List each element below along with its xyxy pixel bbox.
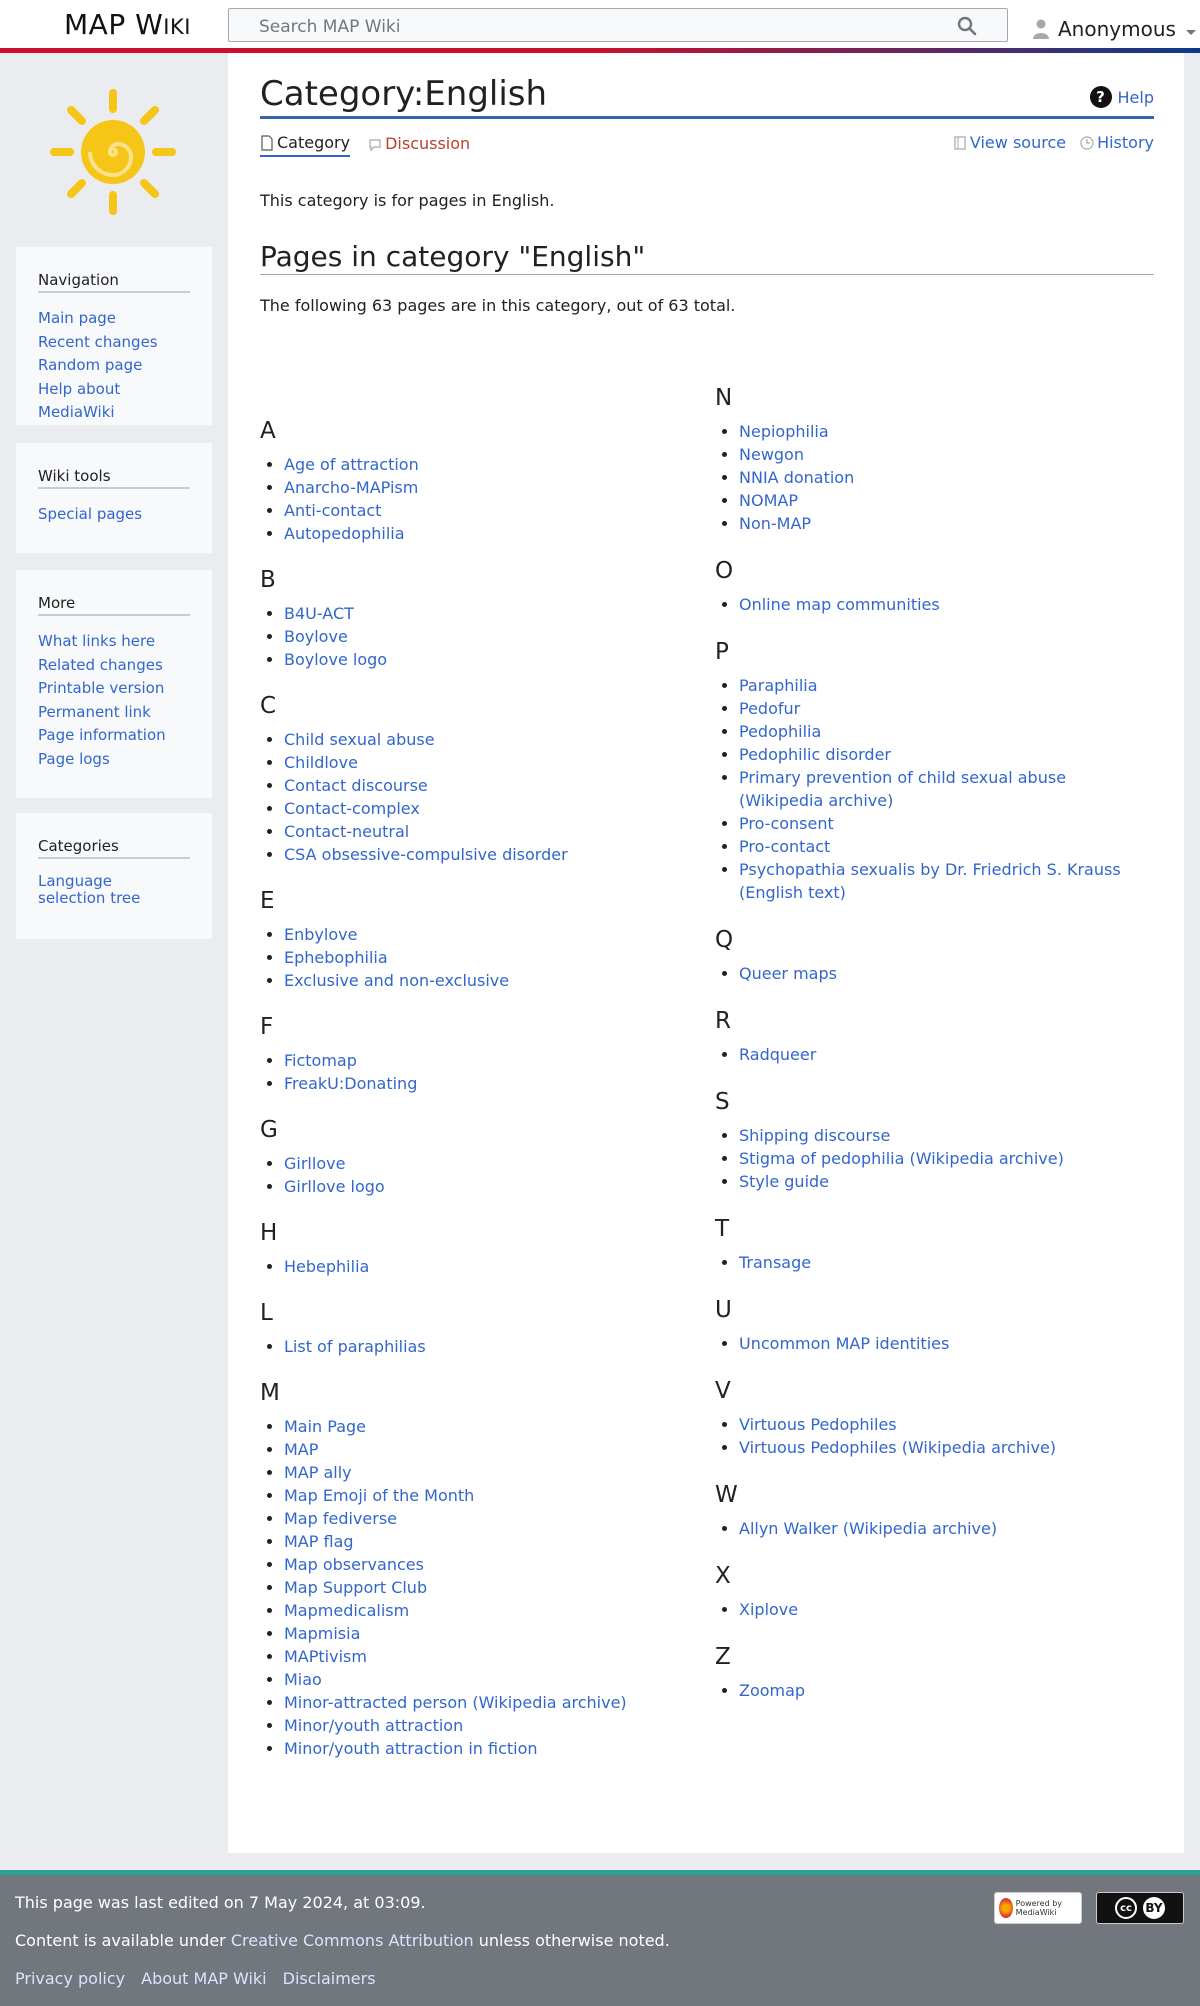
category-group	[260, 886, 700, 992]
list-item	[284, 1438, 700, 1461]
category-group	[260, 1012, 700, 1095]
group-letter: U	[715, 1297, 732, 1323]
category-page-link[interactable]: Map fediverse	[284, 1509, 397, 1528]
category-page-link[interactable]: Exclusive and non-exclusive	[284, 971, 510, 990]
license-link[interactable]: Creative Commons Attribution	[230, 1931, 474, 1950]
list-item	[284, 969, 700, 992]
list-item	[284, 648, 700, 671]
category-page-link[interactable]: Child sexual abuse	[284, 730, 435, 749]
cc-icon: cc	[1115, 1897, 1137, 1919]
list-item	[284, 1553, 700, 1576]
wordmark-main: MAP W	[64, 8, 164, 41]
group-list	[260, 1152, 700, 1198]
group-list	[715, 1517, 1145, 1540]
category-page-link[interactable]: Boylove	[284, 627, 348, 646]
category-page-link[interactable]: Map observances	[284, 1555, 424, 1574]
category-group	[260, 691, 700, 866]
group-list	[715, 1043, 1145, 1066]
category-description: This category is for pages in English.	[260, 191, 555, 210]
category-page-link[interactable]: List of paraphilias	[284, 1337, 426, 1356]
list-item	[284, 1152, 700, 1175]
category-group	[260, 1298, 700, 1358]
category-page-link[interactable]: Queer maps	[739, 964, 837, 983]
list-item	[284, 1599, 700, 1622]
category-page-link[interactable]: Style guide	[739, 1172, 830, 1191]
help-link[interactable]	[1090, 86, 1154, 108]
category-group	[715, 637, 1145, 904]
main-content	[228, 53, 1184, 1853]
cc-by-badge[interactable]	[1096, 1892, 1184, 1924]
footer-links	[15, 1969, 376, 1988]
category-page-link[interactable]: FreakU:Donating	[284, 1074, 418, 1093]
category-page-link[interactable]: Xiplove	[739, 1600, 799, 1619]
group-list	[715, 674, 1145, 904]
clock-icon	[1080, 135, 1094, 151]
group-letter: E	[260, 888, 275, 914]
category-group	[260, 1115, 700, 1198]
list-item	[284, 1484, 700, 1507]
nav-help-mediawiki[interactable]: Help about MediaWiki	[38, 379, 121, 421]
category-group	[260, 1378, 700, 1760]
list-item	[739, 697, 1145, 720]
category-page-link[interactable]: Contact-complex	[284, 799, 420, 818]
category-page-link[interactable]: Boylove logo	[284, 650, 388, 669]
list-item	[284, 728, 700, 751]
group-list	[715, 1413, 1145, 1459]
group-letter: C	[260, 693, 277, 719]
group-list	[715, 1124, 1145, 1193]
list-item	[739, 1147, 1145, 1170]
pages-count: The following 63 pages are in this category, out of 63 total.	[260, 296, 736, 315]
list-item	[739, 1413, 1145, 1436]
group-list	[715, 593, 1145, 616]
group-letter: S	[715, 1089, 730, 1115]
category-page-link[interactable]: CSA obsessive-compulsive disorder	[284, 845, 568, 864]
footer-about[interactable]: About MAP Wiki	[141, 1969, 267, 1988]
list-item	[739, 835, 1145, 858]
group-list	[715, 962, 1145, 985]
category-page-link[interactable]: Pedophilia	[739, 722, 822, 741]
list-item	[284, 1175, 700, 1198]
more-permanent-link[interactable]: Permanent link	[38, 702, 151, 721]
category-page-link[interactable]: Mapmedicalism	[284, 1601, 410, 1620]
mediawiki-flower-icon	[999, 1898, 1013, 1918]
category-page-link[interactable]: Transage	[739, 1253, 812, 1272]
more-what-links-here[interactable]: What links here	[38, 632, 156, 650]
category-page-link[interactable]: Online map communities	[739, 595, 940, 614]
nav-main-page[interactable]: Main page	[38, 309, 117, 327]
search-input[interactable]	[257, 16, 917, 38]
list-item	[284, 1530, 700, 1553]
license-suffix: unless otherwise noted.	[473, 1931, 670, 1950]
category-page-link[interactable]: Radqueer	[739, 1045, 817, 1064]
tab-discussion[interactable]	[368, 133, 470, 157]
category-page-link[interactable]: MAP ally	[284, 1463, 352, 1482]
categories-heading: Categories	[38, 837, 190, 859]
category-page-link[interactable]: Stigma of pedophilia (Wikipedia archive)	[739, 1149, 1064, 1168]
portlet-wiki-tools	[16, 443, 212, 553]
list-item	[284, 1255, 700, 1278]
category-group	[715, 925, 1145, 985]
group-letter: V	[715, 1378, 731, 1404]
category-page-link[interactable]: Autopedophilia	[284, 524, 405, 543]
group-list	[715, 1679, 1145, 1702]
category-group	[260, 565, 700, 671]
category-page-link[interactable]: Girllove logo	[284, 1177, 385, 1196]
group-letter: T	[715, 1216, 730, 1242]
category-page-link[interactable]: Map Emoji of the Month	[284, 1486, 475, 1505]
category-page-link[interactable]: Allyn Walker (Wikipedia archive)	[739, 1519, 998, 1538]
list-item	[284, 522, 700, 545]
category-page-link[interactable]: Pedophilic disorder	[739, 745, 891, 764]
list-item	[739, 466, 1145, 489]
list-item	[284, 1049, 700, 1072]
portlet-navigation	[16, 247, 212, 425]
view-tabs	[953, 133, 1154, 155]
group-letter: W	[715, 1482, 738, 1508]
group-list	[260, 1335, 700, 1358]
list-item	[284, 625, 700, 648]
category-page-link[interactable]: Contact discourse	[284, 776, 428, 795]
category-page-link[interactable]: Non-MAP	[739, 514, 812, 533]
category-group	[715, 1214, 1145, 1274]
user-name: Anonymous	[1058, 17, 1176, 41]
group-letter: L	[260, 1300, 273, 1326]
category-page-link[interactable]: Zoomap	[739, 1681, 806, 1700]
nav-random-page[interactable]: Random page	[38, 356, 143, 374]
last-edited-text: This page was last edited on 7 May 2024, at 03:09.	[15, 1893, 426, 1912]
category-group	[715, 1561, 1145, 1621]
category-page-link[interactable]: Hebephilia	[284, 1257, 370, 1276]
site-footer	[0, 1875, 1200, 2006]
list-item	[284, 1691, 700, 1714]
group-letter: Q	[715, 927, 734, 953]
search-box	[228, 8, 1008, 42]
category-group	[715, 383, 1145, 535]
category-group	[715, 1480, 1145, 1540]
group-list	[260, 453, 700, 545]
navigation-heading: Navigation	[38, 271, 190, 293]
category-page-link[interactable]: Contact-neutral	[284, 822, 410, 841]
category-page-link[interactable]: NNIA donation	[739, 468, 855, 487]
list-item	[739, 593, 1145, 616]
category-page-link[interactable]: MAP flag	[284, 1532, 354, 1551]
tab-view-source-label: View source	[969, 133, 1067, 152]
list-item	[284, 923, 700, 946]
page-title: Category:English	[260, 73, 1154, 119]
list-item	[739, 1679, 1145, 1702]
list-item	[739, 720, 1145, 743]
list-item	[284, 946, 700, 969]
category-page-link[interactable]: Newgon	[739, 445, 804, 464]
list-item	[284, 602, 700, 625]
category-page-link[interactable]: Childlove	[284, 753, 358, 772]
category-page-link[interactable]: MAPtivism	[284, 1647, 367, 1666]
category-page-link[interactable]: Paraphilia	[739, 676, 818, 695]
group-letter: G	[260, 1117, 278, 1143]
category-page-link[interactable]: Uncommon MAP identities	[739, 1334, 950, 1353]
tab-category-label: Category	[277, 133, 351, 152]
help-icon: ?	[1090, 86, 1112, 108]
list-item	[739, 512, 1145, 535]
list-item	[739, 1517, 1145, 1540]
namespace-tabs	[260, 133, 470, 157]
list-item	[284, 797, 700, 820]
wiki-tools-heading: Wiki tools	[38, 467, 190, 489]
tab-category[interactable]	[260, 133, 350, 157]
category-page-link[interactable]: Anti-contact	[284, 501, 382, 520]
category-group	[260, 416, 700, 545]
code-icon	[953, 135, 967, 151]
category-page-link[interactable]: Enbylove	[284, 925, 358, 944]
list-item	[284, 1645, 700, 1668]
group-list	[260, 602, 700, 671]
category-page-link[interactable]: Virtuous Pedophiles (Wikipedia archive)	[739, 1438, 1057, 1457]
category-page-link[interactable]: Girllove	[284, 1154, 346, 1173]
category-group	[715, 556, 1145, 616]
list-item	[739, 743, 1145, 766]
category-page-link[interactable]: Anarcho-MAPism	[284, 478, 419, 497]
user-icon	[1032, 19, 1050, 39]
group-letter: P	[715, 639, 729, 665]
group-letter: X	[715, 1563, 731, 1589]
list-item	[284, 1507, 700, 1530]
pages-heading: Pages in category "English"	[260, 239, 1154, 275]
category-page-link[interactable]: Nepiophilia	[739, 422, 829, 441]
portlet-more	[16, 570, 212, 798]
list-item	[284, 1461, 700, 1484]
category-language-selection-tree[interactable]: Language selection tree	[38, 872, 141, 907]
list-item	[739, 812, 1145, 835]
category-page-link[interactable]: MAP	[284, 1440, 319, 1459]
group-list	[715, 420, 1145, 535]
category-column-right	[715, 323, 1145, 1702]
more-related-changes[interactable]: Related changes	[38, 655, 163, 674]
footer-disclaimers[interactable]: Disclaimers	[282, 1969, 376, 1988]
site-wordmark[interactable]	[64, 8, 191, 41]
list-item	[284, 751, 700, 774]
category-page-link[interactable]: Age of attraction	[284, 455, 419, 474]
category-page-link[interactable]: B4U-ACT	[284, 604, 354, 623]
more-printable-version[interactable]: Printable version	[38, 679, 165, 697]
group-letter: O	[715, 558, 734, 584]
portlet-categories	[16, 813, 212, 939]
category-group	[715, 1087, 1145, 1193]
category-page-link[interactable]: Virtuous Pedophiles	[739, 1415, 897, 1434]
category-group	[715, 1376, 1145, 1459]
category-page-link[interactable]: Pro-contact	[739, 837, 831, 856]
category-group	[715, 1006, 1145, 1066]
list-item	[284, 1622, 700, 1645]
list-item	[739, 420, 1145, 443]
user-menu[interactable]	[1032, 14, 1196, 44]
list-item	[739, 858, 1145, 904]
list-item	[284, 453, 700, 476]
group-letter: B	[260, 567, 276, 593]
category-page-link[interactable]: Fictomap	[284, 1051, 357, 1070]
license-prefix: Content is available under	[15, 1931, 231, 1950]
list-item	[284, 1335, 700, 1358]
category-page-link[interactable]: Map Support Club	[284, 1578, 428, 1597]
group-letter: M	[260, 1380, 280, 1406]
list-item	[739, 443, 1145, 466]
help-label: Help	[1117, 87, 1154, 107]
chevron-down-icon	[1186, 30, 1196, 35]
category-page-link[interactable]: Primary prevention of child sexual abuse (Wikipedia archive)	[739, 768, 1067, 810]
category-group	[715, 1295, 1145, 1355]
group-letter: R	[715, 1008, 731, 1034]
license-text	[15, 1931, 670, 1950]
group-letter: H	[260, 1220, 278, 1246]
list-item	[284, 774, 700, 797]
list-item	[284, 820, 700, 843]
group-list	[260, 1255, 700, 1278]
category-page-link[interactable]: Ephebophilia	[284, 948, 388, 967]
category-page-link[interactable]: Pro-consent	[739, 814, 834, 833]
wordmark-small: IKI	[163, 15, 191, 39]
group-list	[260, 1415, 700, 1760]
tools-special-pages[interactable]: Special pages	[38, 505, 143, 523]
category-page-link[interactable]: Shipping discourse	[739, 1126, 891, 1145]
category-page-link[interactable]: Minor-attracted person (Wikipedia archive)	[284, 1693, 627, 1712]
tab-view-source[interactable]	[953, 133, 1066, 155]
list-item	[739, 674, 1145, 697]
list-item	[739, 1170, 1145, 1193]
list-item	[284, 1576, 700, 1599]
tab-discussion-label: Discussion	[385, 134, 471, 153]
search-icon[interactable]	[957, 16, 977, 36]
more-page-information[interactable]: Page information	[38, 726, 166, 744]
more-page-logs[interactable]: Page logs	[38, 749, 110, 768]
more-heading: More	[38, 594, 190, 616]
list-item	[284, 476, 700, 499]
list-item	[284, 1737, 700, 1760]
list-item	[739, 489, 1145, 512]
category-page-link[interactable]: Minor/youth attraction	[284, 1716, 464, 1735]
category-column-left	[260, 323, 700, 1760]
list-item	[739, 962, 1145, 985]
group-list	[260, 1049, 700, 1095]
speech-bubble-icon	[368, 136, 382, 152]
list-item	[739, 766, 1145, 812]
category-page-link[interactable]: Main Page	[284, 1417, 367, 1436]
tab-history[interactable]	[1080, 133, 1154, 155]
footer-privacy-policy[interactable]: Privacy policy	[15, 1969, 126, 1988]
sun-logo-icon[interactable]	[48, 87, 178, 217]
group-letter: Z	[715, 1644, 731, 1670]
powered-by-label: Powered by MediaWiki	[1015, 1899, 1063, 1917]
group-list	[715, 1332, 1145, 1355]
list-item	[284, 1668, 700, 1691]
list-item	[284, 843, 700, 866]
tab-history-label: History	[1097, 133, 1154, 152]
site-header	[0, 0, 1200, 48]
list-item	[739, 1436, 1145, 1459]
group-list	[715, 1251, 1145, 1274]
group-list	[260, 923, 700, 992]
list-item	[739, 1251, 1145, 1274]
powered-by-mediawiki-badge[interactable]	[994, 1892, 1082, 1924]
group-letter: N	[715, 385, 733, 411]
list-item	[739, 1332, 1145, 1355]
list-item	[284, 1072, 700, 1095]
group-letter: A	[260, 418, 276, 444]
group-letter: F	[260, 1014, 274, 1040]
category-page-link[interactable]: Psychopathia sexualis by Dr. Friedrich S. Krauss (English text)	[739, 860, 1121, 902]
category-group	[260, 1218, 700, 1278]
list-item	[284, 1714, 700, 1737]
group-list	[715, 1598, 1145, 1621]
list-item	[284, 1415, 700, 1438]
list-item	[739, 1043, 1145, 1066]
category-page-link[interactable]: NOMAP	[739, 491, 798, 510]
page-icon	[260, 135, 274, 151]
list-item	[739, 1598, 1145, 1621]
list-item	[284, 499, 700, 522]
category-page-link[interactable]: Pedofur	[739, 699, 801, 718]
category-page-link[interactable]: Mapmisia	[284, 1624, 361, 1643]
category-page-link[interactable]: Miao	[284, 1670, 322, 1689]
nav-recent-changes[interactable]: Recent changes	[38, 332, 158, 351]
list-item	[739, 1124, 1145, 1147]
category-page-link[interactable]: Minor/youth attraction in fiction	[284, 1739, 538, 1758]
by-attribution-icon: BY	[1143, 1897, 1165, 1919]
category-group	[715, 1642, 1145, 1702]
group-list	[260, 728, 700, 866]
